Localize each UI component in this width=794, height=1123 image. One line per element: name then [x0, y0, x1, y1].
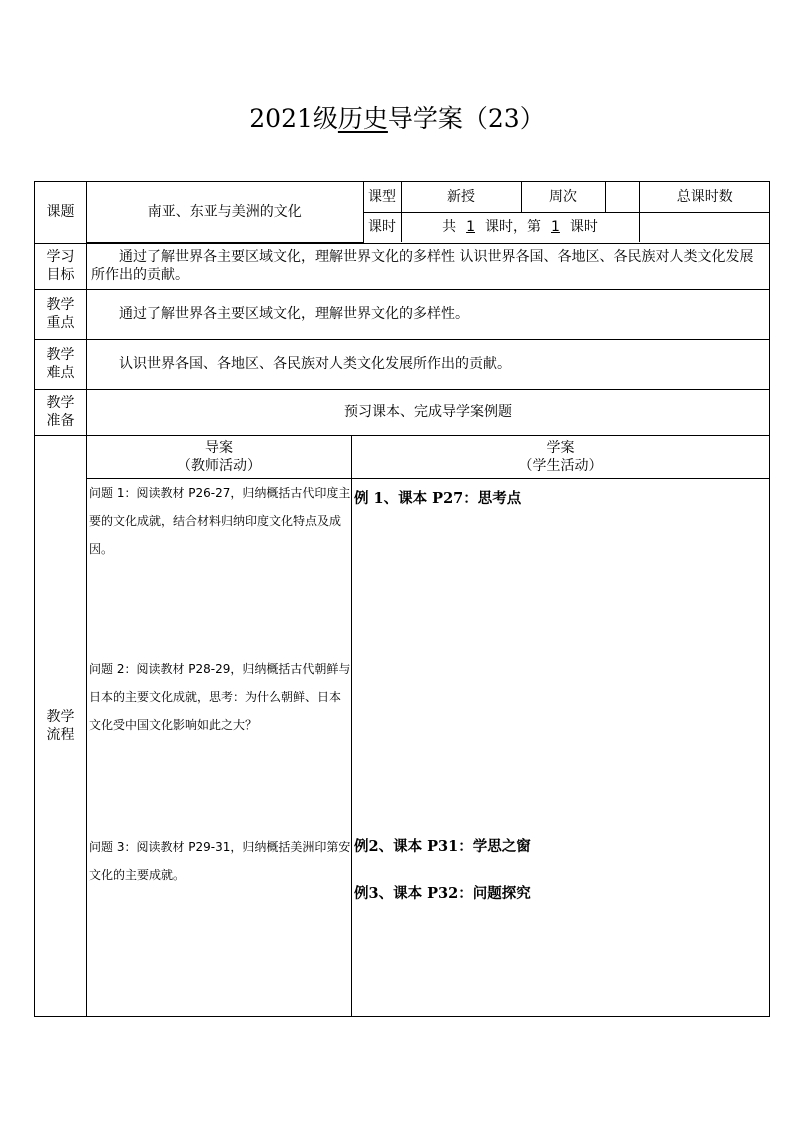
objectives-row — [35, 243, 770, 289]
title-prefix: 2021级 — [249, 104, 338, 133]
process-label — [35, 435, 87, 1016]
question-2: 问题 2：阅读教材 P28-29，归纳概括古代朝鲜与日本的主要文化成就，思考：为什么朝鲜、日本文化受中国文化影响如此之大？ — [89, 661, 351, 732]
week-label: 周次 — [521, 182, 605, 212]
hours-text-b: 课时，第 — [485, 219, 541, 236]
example-3: 例3、课本 P32：问题探究 — [354, 884, 531, 902]
hours-text-c: 课时 — [569, 219, 598, 236]
teacher-header — [87, 435, 352, 478]
student-header-1: 学案 — [546, 439, 575, 456]
difficulties-text: 认识世界各国、各地区、各民族对人类文化发展所作出的贡献。 — [87, 339, 770, 389]
objectives-text: 通过了解世界各主要区域文化，理解世界文化的多样性 认识世界各国、各地区、各民族对人类文化发展所作出的贡献。 — [87, 243, 770, 289]
topic-row — [35, 182, 770, 244]
process-label-2: 流程 — [46, 726, 75, 743]
objectives-label-1: 学习 — [46, 249, 75, 265]
lesson-plan-table — [34, 181, 770, 1017]
total-hours-label: 总课时数 — [639, 182, 770, 212]
topic-inner-table — [87, 182, 770, 243]
hours-total: 1 — [466, 219, 475, 236]
key-points-text: 通过了解世界各主要区域文化，理解世界文化的多样性。 — [87, 289, 770, 339]
objectives-label — [35, 243, 87, 289]
week-value[interactable] — [605, 182, 639, 212]
preparation-label-2: 准备 — [46, 413, 75, 429]
title-subject: 历史 — [337, 104, 388, 133]
difficulties-row — [35, 339, 770, 389]
difficulties-label-2: 难点 — [46, 365, 75, 381]
hours-index: 1 — [551, 219, 560, 236]
page-title — [0, 103, 794, 135]
preparation-label — [35, 389, 87, 435]
difficulties-label — [35, 339, 87, 389]
total-hours-value[interactable] — [639, 212, 770, 242]
process-label-1: 教学 — [46, 708, 75, 725]
key-points-label-1: 教学 — [46, 297, 75, 313]
topic-label: 课题 — [35, 182, 87, 244]
example-1: 例 1、课本 P27：思考点 — [354, 489, 522, 507]
topic-value: 南亚、东亚与美洲的文化 — [87, 182, 363, 242]
key-points-label — [35, 289, 87, 339]
student-header — [352, 435, 770, 478]
objectives-label-2: 目标 — [46, 267, 75, 283]
preparation-row — [35, 389, 770, 435]
process-body-row — [35, 478, 770, 1016]
difficulties-label-1: 教学 — [46, 347, 75, 363]
lesson-type-label: 课型 — [363, 182, 401, 212]
process-header-row — [35, 435, 770, 478]
question-3: 问题 3：阅读教材 P29-31，归纳概括美洲印第安文化的主要成就。 — [89, 839, 351, 882]
student-header-2: （学生活动） — [518, 457, 603, 474]
example-2: 例2、课本 P31：学思之窗 — [354, 837, 531, 855]
title-suffix: 导学案（23） — [387, 104, 545, 133]
student-activity-cell[interactable] — [352, 478, 770, 1016]
hours-label: 课时 — [363, 212, 401, 242]
teacher-header-2: （教师活动） — [177, 457, 261, 474]
key-points-row — [35, 289, 770, 339]
hours-text-a: 共 — [442, 219, 457, 236]
preparation-label-1: 教学 — [46, 395, 75, 411]
teacher-header-1: 导案 — [205, 439, 233, 456]
question-1: 问题 1：阅读教材 P26-27，归纳概括古代印度主要的文化成就，结合材料归纳印度文化特点及成因。 — [89, 485, 351, 556]
preparation-text: 预习课本、完成导学案例题 — [87, 389, 770, 435]
lesson-type-value: 新授 — [401, 182, 521, 212]
teacher-activity-cell — [87, 478, 352, 1016]
key-points-label-2: 重点 — [46, 315, 75, 331]
hours-value — [401, 212, 639, 242]
